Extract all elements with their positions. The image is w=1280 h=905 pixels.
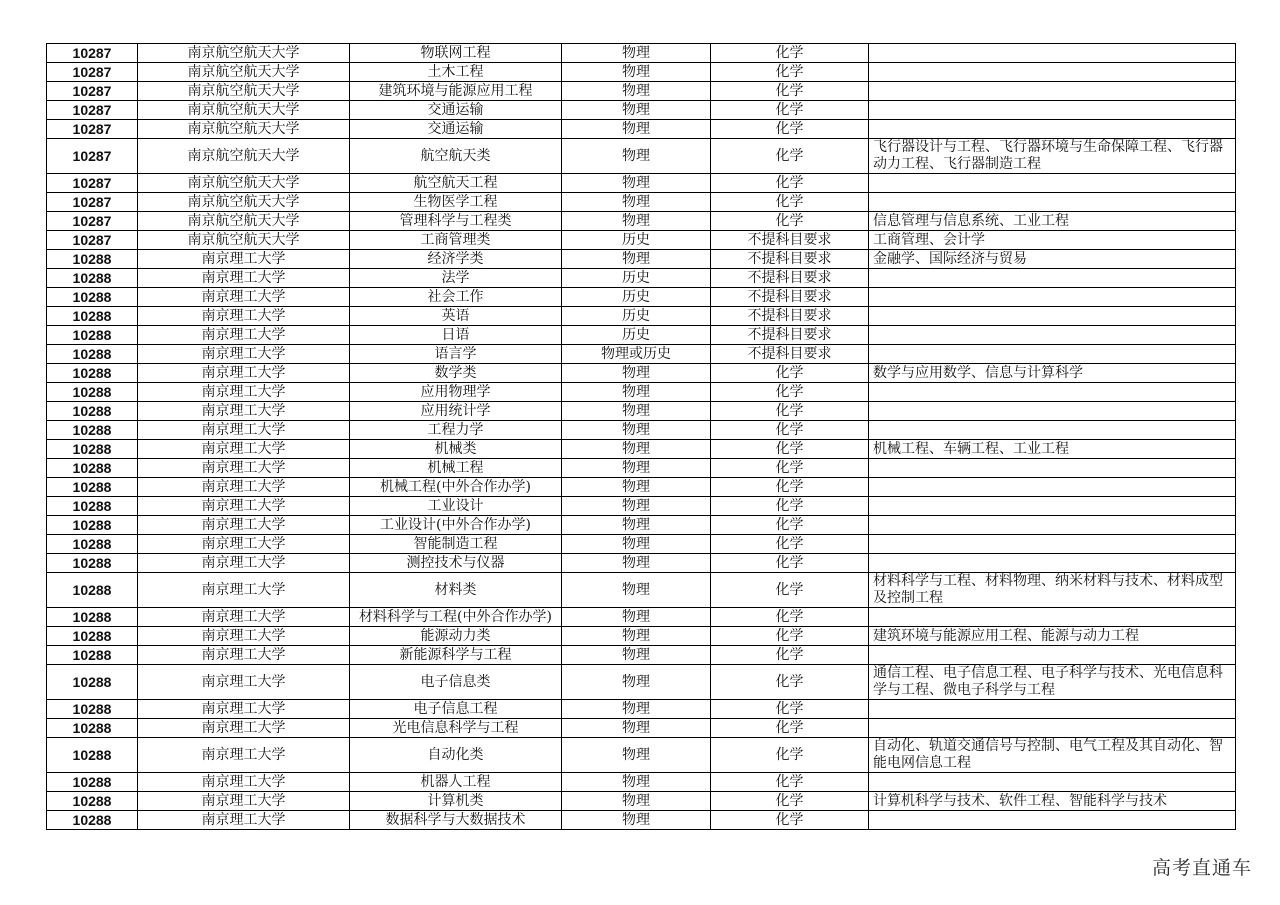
school-code-cell: 10287 bbox=[47, 82, 138, 101]
school-code-cell: 10288 bbox=[47, 773, 138, 792]
second-subject-cell: 化学 bbox=[711, 120, 869, 139]
school-name-cell: 南京理工大学 bbox=[138, 383, 350, 402]
second-subject-cell: 化学 bbox=[711, 811, 869, 830]
table-row bbox=[47, 440, 1236, 459]
school-name-cell: 南京理工大学 bbox=[138, 326, 350, 345]
school-code-cell: 10288 bbox=[47, 345, 138, 364]
table-row bbox=[47, 516, 1236, 535]
school-name-cell: 南京理工大学 bbox=[138, 738, 350, 773]
school-code-cell: 10288 bbox=[47, 646, 138, 665]
major-name-cell: 英语 bbox=[350, 307, 562, 326]
watermark-text: 高考直通车 bbox=[1151, 857, 1252, 879]
included-majors-cell: 金融学、国际经济与贸易 bbox=[869, 250, 1236, 269]
second-subject-cell: 化学 bbox=[711, 82, 869, 101]
second-subject-cell: 化学 bbox=[711, 627, 869, 646]
major-name-cell: 语言学 bbox=[350, 345, 562, 364]
included-majors-cell bbox=[869, 174, 1236, 193]
major-name-cell: 数据科学与大数据技术 bbox=[350, 811, 562, 830]
table-row bbox=[47, 120, 1236, 139]
table-row bbox=[47, 139, 1236, 174]
school-code-cell: 10287 bbox=[47, 120, 138, 139]
included-majors-cell bbox=[869, 345, 1236, 364]
major-name-cell: 建筑环境与能源应用工程 bbox=[350, 82, 562, 101]
table-row bbox=[47, 665, 1236, 700]
table-row bbox=[47, 738, 1236, 773]
school-name-cell: 南京理工大学 bbox=[138, 269, 350, 288]
table-row bbox=[47, 250, 1236, 269]
school-name-cell: 南京理工大学 bbox=[138, 364, 350, 383]
school-code-cell: 10288 bbox=[47, 627, 138, 646]
school-code-cell: 10288 bbox=[47, 288, 138, 307]
first-subject-cell: 物理 bbox=[562, 792, 711, 811]
major-name-cell: 测控技术与仪器 bbox=[350, 554, 562, 573]
table-body bbox=[47, 44, 1236, 830]
second-subject-cell: 不提科目要求 bbox=[711, 231, 869, 250]
first-subject-cell: 物理 bbox=[562, 174, 711, 193]
first-subject-cell: 历史 bbox=[562, 231, 711, 250]
table-row bbox=[47, 792, 1236, 811]
table-row bbox=[47, 288, 1236, 307]
included-majors-cell bbox=[869, 44, 1236, 63]
second-subject-cell: 化学 bbox=[711, 646, 869, 665]
school-code-cell: 10287 bbox=[47, 231, 138, 250]
school-code-cell: 10288 bbox=[47, 700, 138, 719]
school-code-cell: 10287 bbox=[47, 212, 138, 231]
major-name-cell: 土木工程 bbox=[350, 63, 562, 82]
major-name-cell: 材料科学与工程(中外合作办学) bbox=[350, 608, 562, 627]
second-subject-cell: 化学 bbox=[711, 478, 869, 497]
school-code-cell: 10288 bbox=[47, 478, 138, 497]
included-majors-cell bbox=[869, 269, 1236, 288]
school-code-cell: 10288 bbox=[47, 738, 138, 773]
second-subject-cell: 化学 bbox=[711, 364, 869, 383]
school-name-cell: 南京理工大学 bbox=[138, 535, 350, 554]
table-row bbox=[47, 63, 1236, 82]
included-majors-cell bbox=[869, 402, 1236, 421]
school-name-cell: 南京理工大学 bbox=[138, 478, 350, 497]
table-row bbox=[47, 44, 1236, 63]
included-majors-cell bbox=[869, 646, 1236, 665]
first-subject-cell: 物理 bbox=[562, 719, 711, 738]
second-subject-cell: 化学 bbox=[711, 459, 869, 478]
first-subject-cell: 物理 bbox=[562, 101, 711, 120]
major-name-cell: 经济学类 bbox=[350, 250, 562, 269]
included-majors-cell: 数学与应用数学、信息与计算科学 bbox=[869, 364, 1236, 383]
school-code-cell: 10287 bbox=[47, 139, 138, 174]
table-row bbox=[47, 402, 1236, 421]
school-code-cell: 10288 bbox=[47, 497, 138, 516]
first-subject-cell: 物理 bbox=[562, 573, 711, 608]
major-name-cell: 工商管理类 bbox=[350, 231, 562, 250]
school-name-cell: 南京航空航天大学 bbox=[138, 101, 350, 120]
table-row bbox=[47, 700, 1236, 719]
included-majors-cell bbox=[869, 421, 1236, 440]
school-name-cell: 南京航空航天大学 bbox=[138, 44, 350, 63]
school-name-cell: 南京理工大学 bbox=[138, 497, 350, 516]
second-subject-cell: 化学 bbox=[711, 554, 869, 573]
table-row bbox=[47, 82, 1236, 101]
major-name-cell: 物联网工程 bbox=[350, 44, 562, 63]
first-subject-cell: 物理 bbox=[562, 516, 711, 535]
school-name-cell: 南京航空航天大学 bbox=[138, 174, 350, 193]
school-code-cell: 10288 bbox=[47, 811, 138, 830]
included-majors-cell bbox=[869, 719, 1236, 738]
table-row bbox=[47, 193, 1236, 212]
school-code-cell: 10287 bbox=[47, 44, 138, 63]
first-subject-cell: 物理 bbox=[562, 738, 711, 773]
included-majors-cell bbox=[869, 700, 1236, 719]
school-name-cell: 南京理工大学 bbox=[138, 440, 350, 459]
second-subject-cell: 不提科目要求 bbox=[711, 345, 869, 364]
school-name-cell: 南京航空航天大学 bbox=[138, 139, 350, 174]
first-subject-cell: 历史 bbox=[562, 326, 711, 345]
major-name-cell: 材料类 bbox=[350, 573, 562, 608]
school-name-cell: 南京理工大学 bbox=[138, 250, 350, 269]
school-code-cell: 10288 bbox=[47, 535, 138, 554]
second-subject-cell: 化学 bbox=[711, 139, 869, 174]
second-subject-cell: 化学 bbox=[711, 101, 869, 120]
second-subject-cell: 化学 bbox=[711, 665, 869, 700]
school-code-cell: 10288 bbox=[47, 250, 138, 269]
major-name-cell: 航空航天类 bbox=[350, 139, 562, 174]
school-code-cell: 10288 bbox=[47, 573, 138, 608]
first-subject-cell: 物理 bbox=[562, 402, 711, 421]
table-row bbox=[47, 307, 1236, 326]
included-majors-cell bbox=[869, 516, 1236, 535]
first-subject-cell: 物理 bbox=[562, 554, 711, 573]
first-subject-cell: 物理 bbox=[562, 139, 711, 174]
school-code-cell: 10288 bbox=[47, 608, 138, 627]
first-subject-cell: 物理 bbox=[562, 212, 711, 231]
first-subject-cell: 物理 bbox=[562, 120, 711, 139]
school-code-cell: 10288 bbox=[47, 307, 138, 326]
school-name-cell: 南京理工大学 bbox=[138, 811, 350, 830]
first-subject-cell: 物理 bbox=[562, 44, 711, 63]
first-subject-cell: 物理 bbox=[562, 700, 711, 719]
school-code-cell: 10288 bbox=[47, 421, 138, 440]
school-name-cell: 南京航空航天大学 bbox=[138, 193, 350, 212]
school-name-cell: 南京理工大学 bbox=[138, 554, 350, 573]
school-name-cell: 南京理工大学 bbox=[138, 627, 350, 646]
table-row bbox=[47, 497, 1236, 516]
table-row bbox=[47, 646, 1236, 665]
school-code-cell: 10288 bbox=[47, 719, 138, 738]
school-code-cell: 10287 bbox=[47, 101, 138, 120]
included-majors-cell bbox=[869, 554, 1236, 573]
table-row bbox=[47, 345, 1236, 364]
major-name-cell: 工业设计(中外合作办学) bbox=[350, 516, 562, 535]
school-code-cell: 10288 bbox=[47, 516, 138, 535]
first-subject-cell: 物理 bbox=[562, 364, 711, 383]
major-name-cell: 应用统计学 bbox=[350, 402, 562, 421]
included-majors-cell: 材料科学与工程、材料物理、纳米材料与技术、材料成型及控制工程 bbox=[869, 573, 1236, 608]
included-majors-cell bbox=[869, 497, 1236, 516]
included-majors-cell bbox=[869, 478, 1236, 497]
first-subject-cell: 物理 bbox=[562, 63, 711, 82]
major-name-cell: 机械工程(中外合作办学) bbox=[350, 478, 562, 497]
school-name-cell: 南京理工大学 bbox=[138, 345, 350, 364]
table-row bbox=[47, 383, 1236, 402]
major-name-cell: 工程力学 bbox=[350, 421, 562, 440]
table-row bbox=[47, 627, 1236, 646]
included-majors-cell bbox=[869, 459, 1236, 478]
first-subject-cell: 物理 bbox=[562, 627, 711, 646]
major-name-cell: 自动化类 bbox=[350, 738, 562, 773]
major-name-cell: 应用物理学 bbox=[350, 383, 562, 402]
school-code-cell: 10288 bbox=[47, 402, 138, 421]
school-name-cell: 南京理工大学 bbox=[138, 573, 350, 608]
second-subject-cell: 化学 bbox=[711, 573, 869, 608]
table-row bbox=[47, 231, 1236, 250]
second-subject-cell: 化学 bbox=[711, 792, 869, 811]
school-name-cell: 南京理工大学 bbox=[138, 516, 350, 535]
school-name-cell: 南京理工大学 bbox=[138, 307, 350, 326]
second-subject-cell: 化学 bbox=[711, 516, 869, 535]
major-name-cell: 航空航天工程 bbox=[350, 174, 562, 193]
included-majors-cell bbox=[869, 773, 1236, 792]
included-majors-cell bbox=[869, 193, 1236, 212]
school-name-cell: 南京理工大学 bbox=[138, 773, 350, 792]
included-majors-cell bbox=[869, 120, 1236, 139]
major-name-cell: 交通运输 bbox=[350, 120, 562, 139]
second-subject-cell: 不提科目要求 bbox=[711, 307, 869, 326]
major-name-cell: 机械类 bbox=[350, 440, 562, 459]
first-subject-cell: 历史 bbox=[562, 269, 711, 288]
included-majors-cell bbox=[869, 288, 1236, 307]
second-subject-cell: 化学 bbox=[711, 44, 869, 63]
included-majors-cell bbox=[869, 63, 1236, 82]
second-subject-cell: 化学 bbox=[711, 535, 869, 554]
first-subject-cell: 物理 bbox=[562, 608, 711, 627]
first-subject-cell: 物理 bbox=[562, 383, 711, 402]
school-name-cell: 南京航空航天大学 bbox=[138, 63, 350, 82]
table-row bbox=[47, 421, 1236, 440]
table-row bbox=[47, 608, 1236, 627]
included-majors-cell: 建筑环境与能源应用工程、能源与动力工程 bbox=[869, 627, 1236, 646]
major-name-cell: 电子信息类 bbox=[350, 665, 562, 700]
school-code-cell: 10287 bbox=[47, 174, 138, 193]
first-subject-cell: 历史 bbox=[562, 307, 711, 326]
included-majors-cell bbox=[869, 307, 1236, 326]
first-subject-cell: 历史 bbox=[562, 288, 711, 307]
school-code-cell: 10288 bbox=[47, 269, 138, 288]
table-row bbox=[47, 101, 1236, 120]
table-row bbox=[47, 478, 1236, 497]
table-row bbox=[47, 459, 1236, 478]
major-name-cell: 能源动力类 bbox=[350, 627, 562, 646]
included-majors-cell bbox=[869, 101, 1236, 120]
major-name-cell: 机器人工程 bbox=[350, 773, 562, 792]
included-majors-cell bbox=[869, 535, 1236, 554]
major-name-cell: 机械工程 bbox=[350, 459, 562, 478]
first-subject-cell: 物理或历史 bbox=[562, 345, 711, 364]
school-code-cell: 10288 bbox=[47, 364, 138, 383]
first-subject-cell: 物理 bbox=[562, 665, 711, 700]
major-name-cell: 工业设计 bbox=[350, 497, 562, 516]
second-subject-cell: 不提科目要求 bbox=[711, 288, 869, 307]
major-name-cell: 电子信息工程 bbox=[350, 700, 562, 719]
included-majors-cell: 通信工程、电子信息工程、电子科学与技术、光电信息科学与工程、微电子科学与工程 bbox=[869, 665, 1236, 700]
table-row bbox=[47, 773, 1236, 792]
table-row bbox=[47, 269, 1236, 288]
table-row bbox=[47, 212, 1236, 231]
school-code-cell: 10288 bbox=[47, 665, 138, 700]
first-subject-cell: 物理 bbox=[562, 459, 711, 478]
first-subject-cell: 物理 bbox=[562, 811, 711, 830]
major-name-cell: 数学类 bbox=[350, 364, 562, 383]
school-code-cell: 10288 bbox=[47, 554, 138, 573]
major-name-cell: 法学 bbox=[350, 269, 562, 288]
first-subject-cell: 物理 bbox=[562, 497, 711, 516]
table-row bbox=[47, 573, 1236, 608]
second-subject-cell: 化学 bbox=[711, 383, 869, 402]
included-majors-cell bbox=[869, 82, 1236, 101]
first-subject-cell: 物理 bbox=[562, 773, 711, 792]
school-name-cell: 南京理工大学 bbox=[138, 700, 350, 719]
table-row bbox=[47, 174, 1236, 193]
school-name-cell: 南京理工大学 bbox=[138, 719, 350, 738]
second-subject-cell: 不提科目要求 bbox=[711, 326, 869, 345]
included-majors-cell: 机械工程、车辆工程、工业工程 bbox=[869, 440, 1236, 459]
table-row bbox=[47, 719, 1236, 738]
major-name-cell: 日语 bbox=[350, 326, 562, 345]
included-majors-cell bbox=[869, 326, 1236, 345]
included-majors-cell: 飞行器设计与工程、飞行器环境与生命保障工程、飞行器动力工程、飞行器制造工程 bbox=[869, 139, 1236, 174]
second-subject-cell: 化学 bbox=[711, 700, 869, 719]
school-name-cell: 南京航空航天大学 bbox=[138, 212, 350, 231]
school-code-cell: 10288 bbox=[47, 792, 138, 811]
table-row bbox=[47, 811, 1236, 830]
major-name-cell: 生物医学工程 bbox=[350, 193, 562, 212]
second-subject-cell: 化学 bbox=[711, 421, 869, 440]
school-code-cell: 10288 bbox=[47, 459, 138, 478]
first-subject-cell: 物理 bbox=[562, 82, 711, 101]
major-name-cell: 社会工作 bbox=[350, 288, 562, 307]
school-name-cell: 南京理工大学 bbox=[138, 792, 350, 811]
first-subject-cell: 物理 bbox=[562, 478, 711, 497]
table-row bbox=[47, 326, 1236, 345]
school-name-cell: 南京理工大学 bbox=[138, 459, 350, 478]
major-name-cell: 光电信息科学与工程 bbox=[350, 719, 562, 738]
school-name-cell: 南京理工大学 bbox=[138, 646, 350, 665]
first-subject-cell: 物理 bbox=[562, 193, 711, 212]
major-name-cell: 管理科学与工程类 bbox=[350, 212, 562, 231]
school-code-cell: 10287 bbox=[47, 193, 138, 212]
school-code-cell: 10287 bbox=[47, 63, 138, 82]
second-subject-cell: 化学 bbox=[711, 773, 869, 792]
second-subject-cell: 不提科目要求 bbox=[711, 269, 869, 288]
first-subject-cell: 物理 bbox=[562, 535, 711, 554]
second-subject-cell: 化学 bbox=[711, 608, 869, 627]
major-name-cell: 计算机类 bbox=[350, 792, 562, 811]
second-subject-cell: 化学 bbox=[711, 402, 869, 421]
second-subject-cell: 化学 bbox=[711, 193, 869, 212]
second-subject-cell: 不提科目要求 bbox=[711, 250, 869, 269]
second-subject-cell: 化学 bbox=[711, 440, 869, 459]
included-majors-cell bbox=[869, 608, 1236, 627]
school-name-cell: 南京航空航天大学 bbox=[138, 231, 350, 250]
table-row bbox=[47, 535, 1236, 554]
second-subject-cell: 化学 bbox=[711, 212, 869, 231]
included-majors-cell: 计算机科学与技术、软件工程、智能科学与技术 bbox=[869, 792, 1236, 811]
first-subject-cell: 物理 bbox=[562, 440, 711, 459]
major-name-cell: 新能源科学与工程 bbox=[350, 646, 562, 665]
included-majors-cell bbox=[869, 383, 1236, 402]
first-subject-cell: 物理 bbox=[562, 250, 711, 269]
second-subject-cell: 化学 bbox=[711, 174, 869, 193]
school-name-cell: 南京理工大学 bbox=[138, 402, 350, 421]
major-name-cell: 智能制造工程 bbox=[350, 535, 562, 554]
second-subject-cell: 化学 bbox=[711, 497, 869, 516]
school-name-cell: 南京理工大学 bbox=[138, 608, 350, 627]
school-name-cell: 南京航空航天大学 bbox=[138, 120, 350, 139]
school-name-cell: 南京航空航天大学 bbox=[138, 82, 350, 101]
included-majors-cell: 工商管理、会计学 bbox=[869, 231, 1236, 250]
school-name-cell: 南京理工大学 bbox=[138, 665, 350, 700]
school-code-cell: 10288 bbox=[47, 326, 138, 345]
school-name-cell: 南京理工大学 bbox=[138, 421, 350, 440]
school-name-cell: 南京理工大学 bbox=[138, 288, 350, 307]
table-row bbox=[47, 364, 1236, 383]
first-subject-cell: 物理 bbox=[562, 421, 711, 440]
table-row bbox=[47, 554, 1236, 573]
major-name-cell: 交通运输 bbox=[350, 101, 562, 120]
second-subject-cell: 化学 bbox=[711, 738, 869, 773]
included-majors-cell: 信息管理与信息系统、工业工程 bbox=[869, 212, 1236, 231]
second-subject-cell: 化学 bbox=[711, 719, 869, 738]
included-majors-cell: 自动化、轨道交通信号与控制、电气工程及其自动化、智能电网信息工程 bbox=[869, 738, 1236, 773]
school-code-cell: 10288 bbox=[47, 383, 138, 402]
first-subject-cell: 物理 bbox=[562, 646, 711, 665]
included-majors-cell bbox=[869, 811, 1236, 830]
second-subject-cell: 化学 bbox=[711, 63, 869, 82]
school-code-cell: 10288 bbox=[47, 440, 138, 459]
requirements-table bbox=[46, 43, 1236, 830]
